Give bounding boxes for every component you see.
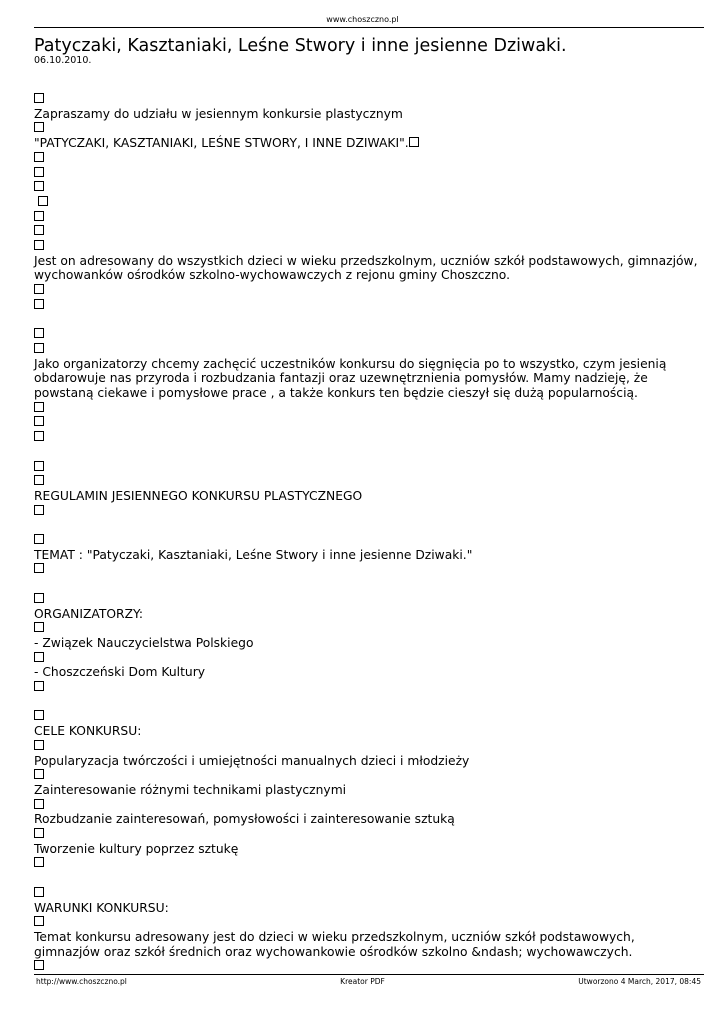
conditions-heading: WARUNKI KONKURSU:	[34, 900, 169, 915]
audience-paragraph: Jest on adresowany do wszystkich dzieci w wieku przedszkolnym, uczniów szkół podstawowych, gimnazjów, wychowanków ośrodków szkolno-wychowawczych z rejonu gminy Choszczno.	[34, 253, 698, 283]
spacer	[34, 577, 704, 592]
intro-text: Zapraszamy do udziału w jesiennym konkursie plastycznym	[34, 106, 403, 121]
placeholder-box-row	[34, 298, 704, 313]
footer-created-timestamp: Utworzono 4 March, 2017, 08:45	[578, 977, 701, 986]
placeholder-box-row	[34, 180, 704, 195]
placeholder-box-row	[34, 739, 704, 754]
missing-glyph-icon	[34, 534, 44, 544]
missing-glyph-icon	[34, 652, 44, 662]
missing-glyph-icon	[34, 93, 44, 103]
goal-item: Tworzenie kultury poprzez sztukę	[34, 841, 239, 856]
missing-glyph-icon	[34, 916, 44, 926]
placeholder-box-row	[34, 430, 704, 445]
placeholder-box-row	[34, 533, 704, 548]
placeholder-box-row	[34, 592, 704, 607]
purpose-paragraph: Jako organizatorzy chcemy zachęcić uczestników konkursu do sięgnięcia po to wszystko, czym jesienią obdarowuje nas przyroda i rozbudzania fantazji oraz uzewnętrznienia pomysłów. Mamy nadzieję, że powstaną ciekawe i pomysłowe prace , a także konkurs ten będzie cieszył się dużą popularnością.	[34, 356, 667, 401]
placeholder-box-row	[34, 886, 704, 901]
footer-url-link[interactable]: http://www.choszczno.pl	[36, 977, 127, 986]
missing-glyph-icon	[34, 960, 44, 970]
missing-glyph-icon	[34, 431, 44, 441]
article-body	[34, 92, 704, 974]
placeholder-box-row	[34, 504, 704, 519]
organizer-item: - Związek Nauczycielstwa Polskiego	[34, 635, 254, 650]
placeholder-box-row	[34, 342, 704, 357]
placeholder-box-row	[34, 327, 704, 342]
goals-heading: CELE KONKURSU:	[34, 724, 142, 739]
placeholder-box-row	[34, 474, 704, 489]
missing-glyph-icon	[34, 211, 44, 221]
placeholder-box-row	[34, 827, 704, 842]
placeholder-box-row	[34, 798, 704, 813]
missing-glyph-icon	[34, 416, 44, 426]
placeholder-box-row	[34, 151, 704, 166]
spacer	[34, 871, 704, 886]
placeholder-box-row	[34, 959, 704, 974]
header-site-url[interactable]: www.choszczno.pl	[326, 15, 399, 24]
footer-divider	[34, 974, 704, 975]
missing-glyph-icon	[34, 799, 44, 809]
missing-glyph-icon	[34, 402, 44, 412]
placeholder-box-row	[34, 621, 704, 636]
missing-glyph-icon	[34, 328, 44, 338]
missing-glyph-icon	[34, 593, 44, 603]
placeholder-box-row	[34, 401, 704, 416]
placeholder-box-row	[34, 166, 704, 181]
placeholder-box-row	[34, 856, 704, 871]
missing-glyph-icon	[34, 167, 44, 177]
missing-glyph-icon	[34, 622, 44, 632]
regulations-heading: REGULAMIN JESIENNEGO KONKURSU PLASTYCZNEGO	[34, 488, 363, 503]
missing-glyph-icon	[34, 225, 44, 235]
placeholder-box-row	[34, 651, 704, 666]
placeholder-box-row	[34, 709, 704, 724]
goal-item: Zainteresowanie różnymi technikami plastycznymi	[34, 782, 347, 797]
placeholder-box-row	[34, 768, 704, 783]
placeholder-box-row	[34, 283, 704, 298]
placeholder-box-row	[34, 195, 704, 210]
missing-glyph-icon	[34, 887, 44, 897]
spacer	[34, 313, 704, 328]
missing-glyph-icon	[38, 196, 48, 206]
placeholder-box-row	[34, 680, 704, 695]
contest-name: "PATYCZAKI, KASZTANIAKI, LEŚNE STWORY, I INNE DZIWAKI".	[34, 136, 409, 151]
missing-glyph-icon	[34, 343, 44, 353]
placeholder-box-row	[34, 415, 704, 430]
missing-glyph-icon	[34, 181, 44, 191]
placeholder-box-row	[34, 239, 704, 254]
header-divider	[34, 27, 704, 28]
missing-glyph-icon	[34, 284, 44, 294]
goal-item: Popularyzacja twórczości i umiejętności manualnych dzieci i młodzieży	[34, 753, 470, 768]
placeholder-box-row	[34, 121, 704, 136]
missing-glyph-icon	[34, 122, 44, 132]
missing-glyph-icon	[34, 152, 44, 162]
missing-glyph-icon	[34, 828, 44, 838]
placeholder-box-row	[34, 92, 704, 107]
placeholder-box-row	[34, 460, 704, 475]
publish-date: 06.10.2010.	[34, 55, 92, 66]
theme-line: TEMAT : "Patyczaki, Kasztaniaki, Leśne Stwory i inne jesienne Dziwaki."	[34, 547, 473, 562]
missing-glyph-icon	[34, 461, 44, 471]
footer-generator: Kreator PDF	[340, 977, 385, 986]
organizers-heading: ORGANIZATORZY:	[34, 606, 144, 621]
missing-glyph-icon	[34, 857, 44, 867]
missing-glyph-icon	[409, 137, 419, 147]
missing-glyph-icon	[34, 769, 44, 779]
placeholder-box-row	[34, 915, 704, 930]
page-title: Patyczaki, Kasztaniaki, Leśne Stwory i inne jesienne Dziwaki.	[34, 36, 567, 56]
missing-glyph-icon	[34, 475, 44, 485]
organizer-item: - Choszczeński Dom Kultury	[34, 665, 206, 680]
missing-glyph-icon	[34, 740, 44, 750]
missing-glyph-icon	[34, 563, 44, 573]
missing-glyph-icon	[34, 299, 44, 309]
spacer	[34, 445, 704, 460]
missing-glyph-icon	[34, 505, 44, 515]
contest-name-line	[34, 136, 704, 151]
spacer	[34, 695, 704, 710]
missing-glyph-icon	[34, 710, 44, 720]
spacer	[34, 518, 704, 533]
conditions-paragraph: Temat konkursu adresowany jest do dzieci w wieku przedszkolnym, uczniów szkół podstawowych, gimnazjów oraz szkół średnich oraz wychowankowie ośrodków szkolno &ndash; wychowawczych.	[34, 929, 635, 959]
placeholder-box-row	[34, 562, 704, 577]
missing-glyph-icon	[34, 240, 44, 250]
missing-glyph-icon	[34, 681, 44, 691]
placeholder-box-row	[34, 224, 704, 239]
goal-item: Rozbudzanie zainteresowań, pomysłowości i zainteresowanie sztuką	[34, 812, 455, 827]
placeholder-box-row	[34, 210, 704, 225]
